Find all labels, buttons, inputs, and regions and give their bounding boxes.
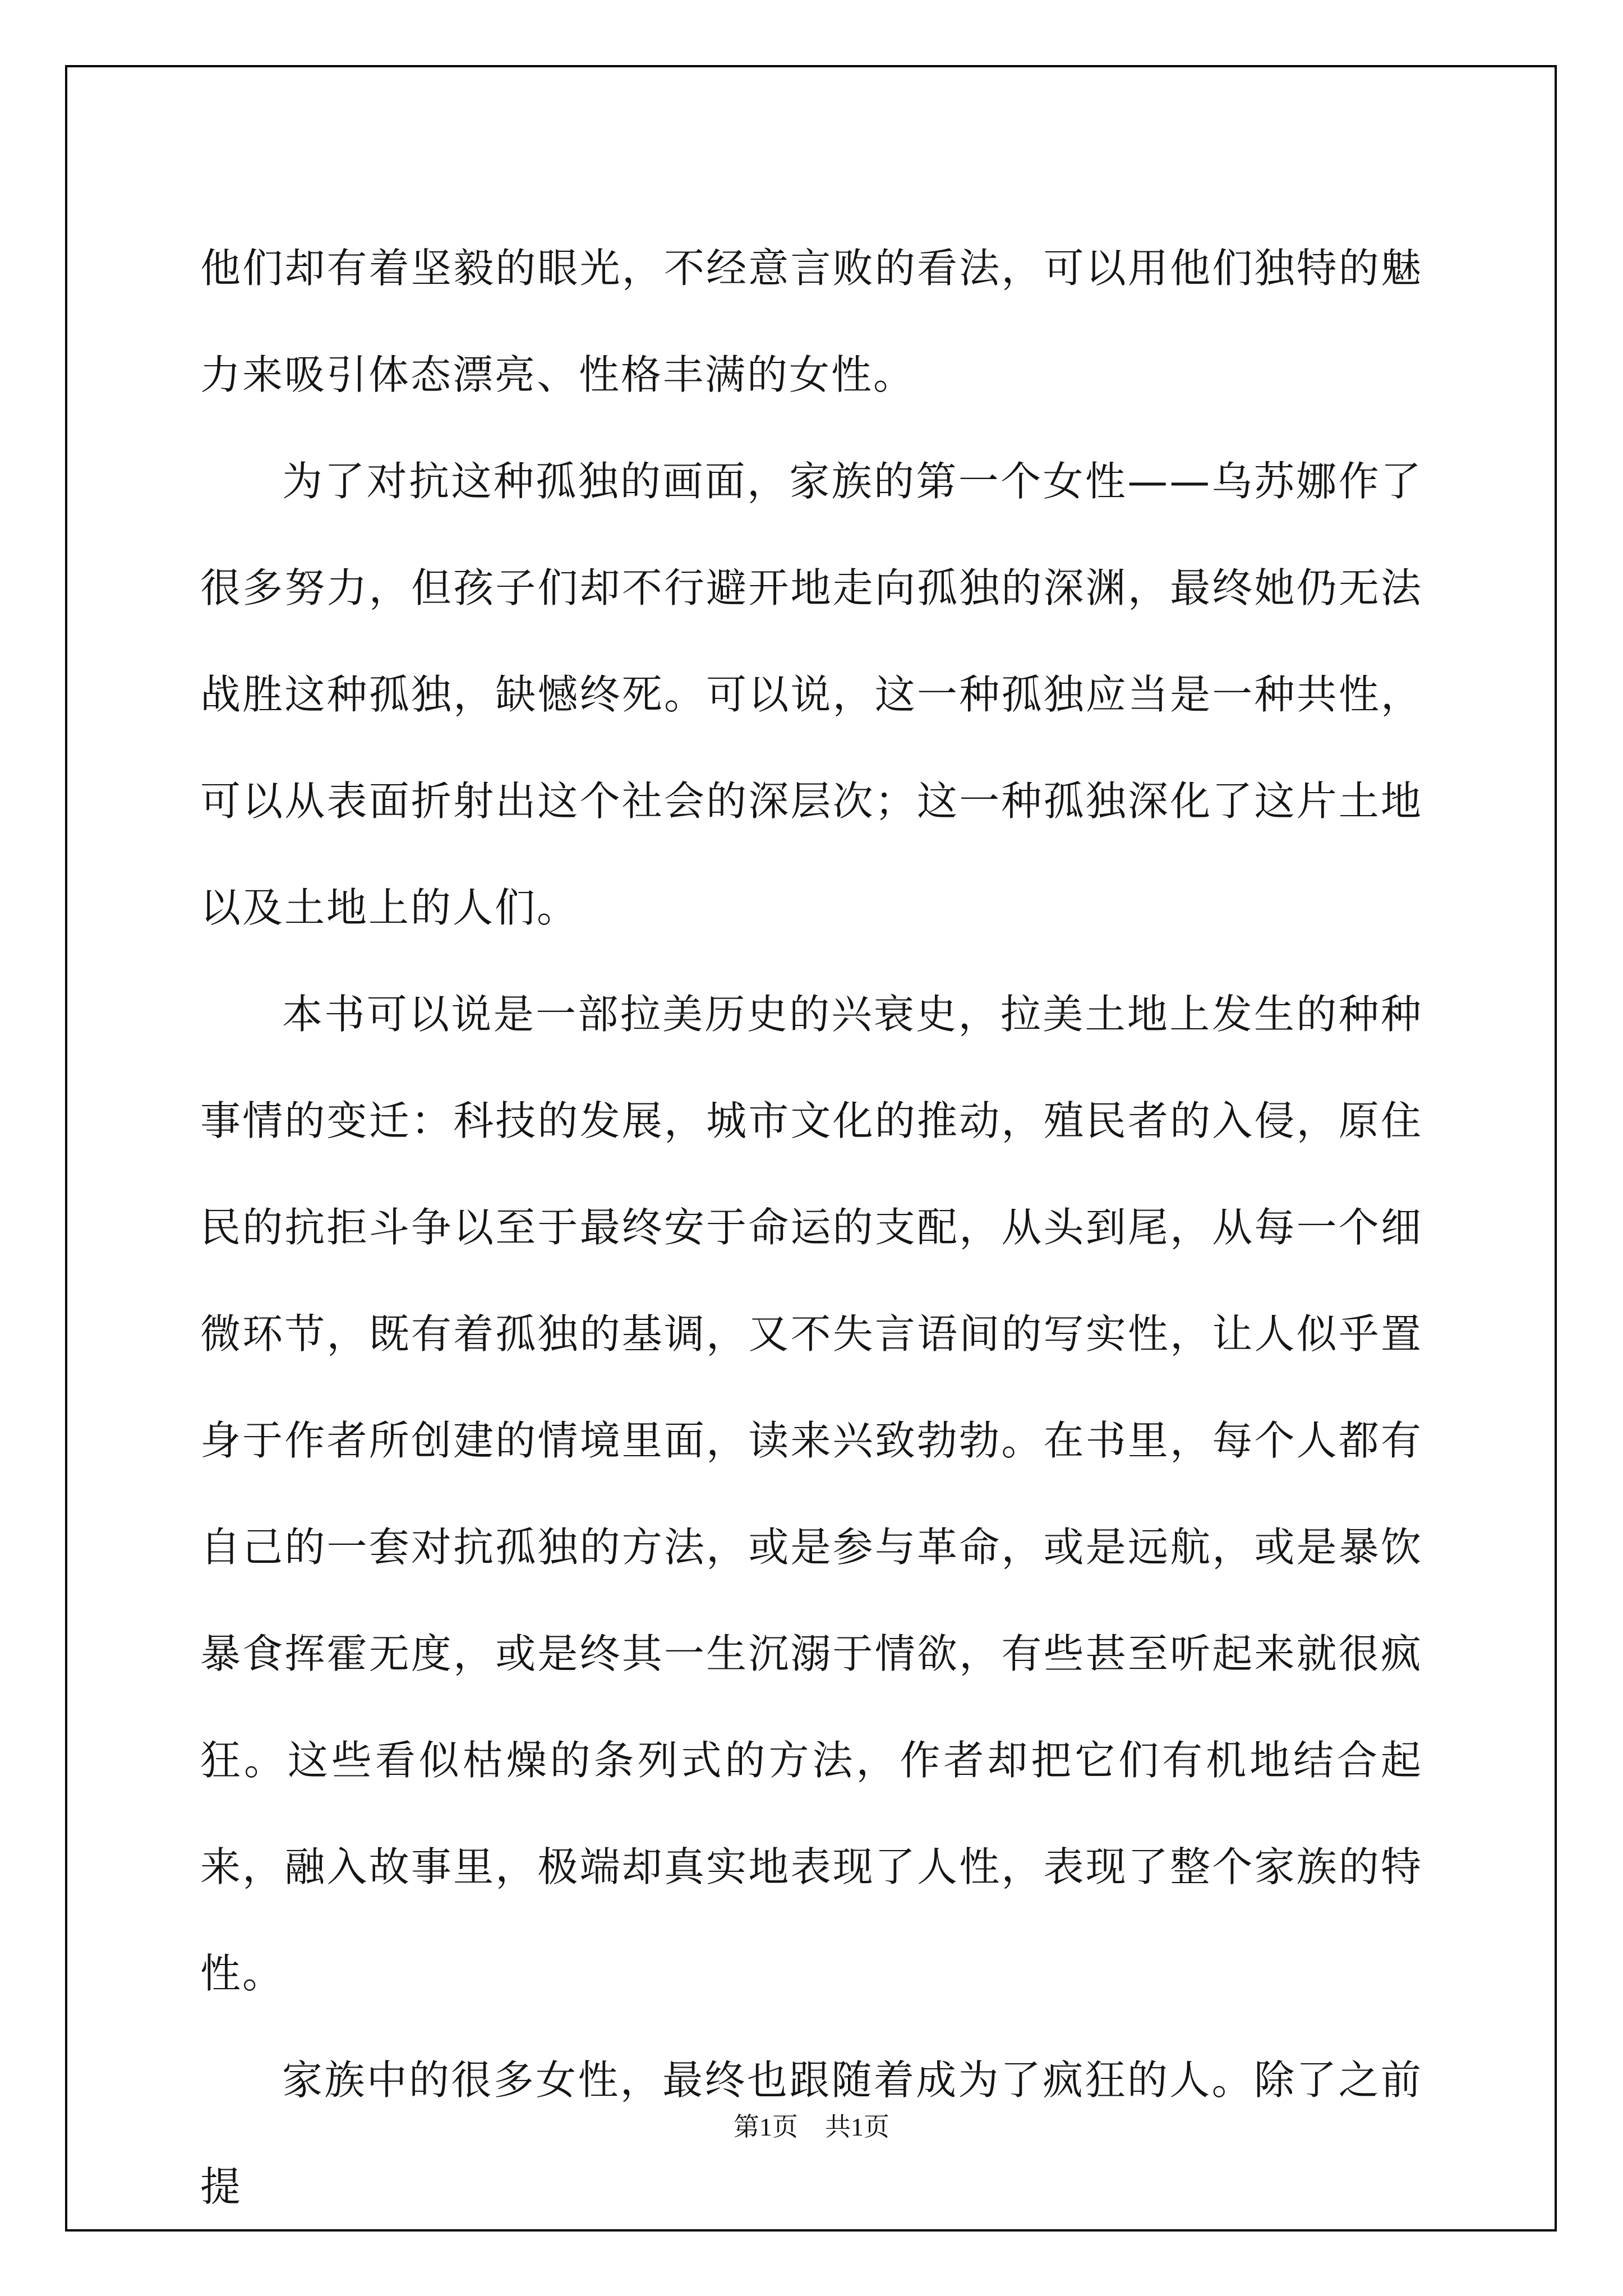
page-footer: [0, 2110, 1623, 2144]
paragraph-1: 他们却有着坚毅的眼光，不经意言败的看法，可以用他们独特的魅力来吸引体态漂亮、性格丰满的女性。: [200, 245, 1423, 398]
paragraph-2: 为了对抗这种孤独的画面，家族的第一个女性——乌苏娜作了很多努力，但孩子们却不行避开地走向孤独的深渊，最终她仍无法战胜这种孤独，缺憾终死。可以说，这一种孤独应当是一种共性，可以从表面折射出这个社会的深层次；这一种孤独深化了这片土地以及土地上的人们。: [200, 458, 1423, 931]
page-number: 第1页: [734, 2113, 798, 2141]
document-body: [200, 215, 1423, 2240]
paragraph-3: 本书可以说是一部拉美历史的兴衰史，拉美土地上发生的种种事情的变迁：科技的发展，城市文化的推动，殖民者的入侵，原住民的抗拒斗争以至于最终安于命运的支配，从头到尾，从每一个细微环节，既有着孤独的基调，又不失言语间的写实性，让人似乎置身于作者所创建的情境里面，读来兴致勃勃。在书里，每个人都有自己的一套对抗孤独的方法，或是参与革命，或是远航，或是暴饮暴食挥霍无度，或是终其一生沉溺于情欲，有些甚至听起来就很疯狂。这些看似枯燥的条列式的方法，作者却把它们有机地结合起来，融入故事里，极端却真实地表现了人性，表现了整个家族的特性。: [200, 991, 1423, 1997]
paragraph-4: 家族中的很多女性，最终也跟随着成为了疯狂的人。除了之前提: [200, 2056, 1423, 2210]
page-total: 共1页: [825, 2113, 889, 2141]
